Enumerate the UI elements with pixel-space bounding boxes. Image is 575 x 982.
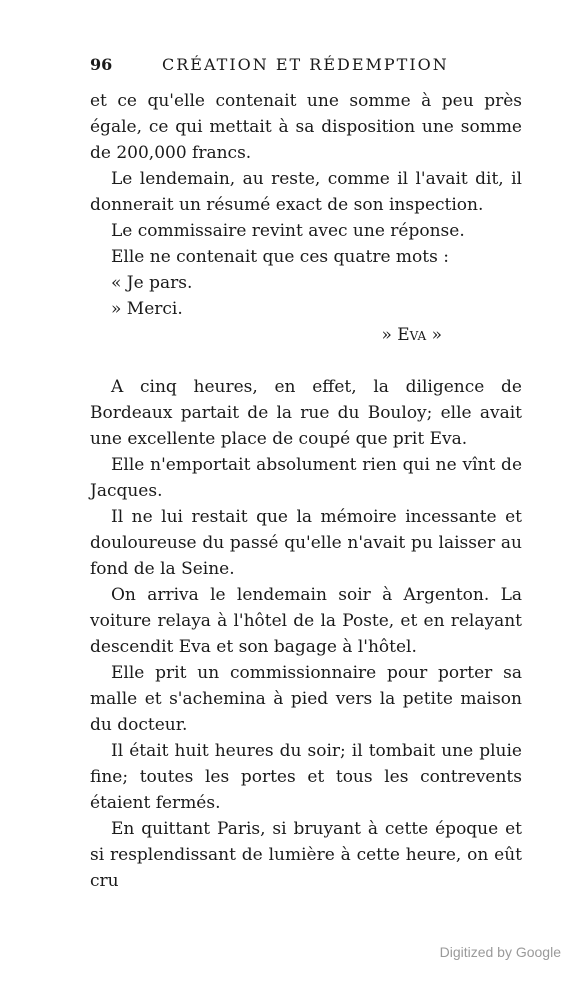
paragraph-8: Elle n'emportait absolument rien qui ne vînt de Jacques. xyxy=(90,455,522,501)
paragraph-9: Il ne lui restait que la mémoire incessante et douloureuse du passé qu'elle n'avait pu laisser au fond de la Seine. xyxy=(90,507,522,579)
paragraph-10: On arriva le lendemain soir à Argenton. La voiture relaya à l'hôtel de la Poste, et en relayant descendit Eva et son bagage à l'hôtel. xyxy=(90,585,522,657)
page-header xyxy=(90,55,522,77)
paragraph-12: Il était huit heures du soir; il tombait une pluie fine; toutes les portes et tous les contrevents étaient fermés. xyxy=(90,741,522,813)
paragraph-11: Elle prit un commissionnaire pour porter sa malle et s'achemina à pied vers la petite maison du docteur. xyxy=(90,663,522,735)
paragraph-3: Le commissaire revint avec une réponse. xyxy=(111,221,465,241)
section-gap xyxy=(90,348,522,374)
paragraph-7: A cinq heures, en effet, la diligence de Bordeaux partait de la rue du Bouloy; elle avait une excellente place de coupé que prit Eva. xyxy=(90,377,522,449)
digitized-watermark: Digitized by Google xyxy=(439,944,561,960)
body-text xyxy=(90,88,522,894)
letter-line-2: » Merci. xyxy=(111,299,183,319)
page-number: 96 xyxy=(90,55,113,74)
running-title: CRÉATION ET RÉDEMPTION xyxy=(162,55,449,74)
paragraph-1: et ce qu'elle contenait une somme à peu près égale, ce qui mettait à sa disposition une somme de 200,000 francs. xyxy=(90,91,522,163)
paragraph-13: En quittant Paris, si bruyant à cette époque et si resplendissant de lumière à cette heure, on eût cru xyxy=(90,819,522,891)
letter-line-1: « Je pars. xyxy=(111,273,193,293)
signature-text: » Eva » xyxy=(381,325,442,345)
paragraph-4: Elle ne contenait que ces quatre mots : xyxy=(111,247,449,267)
paragraph-2: Le lendemain, au reste, comme il l'avait dit, il donnerait un résumé exact de son inspection. xyxy=(90,169,522,215)
letter-signature xyxy=(90,322,522,348)
